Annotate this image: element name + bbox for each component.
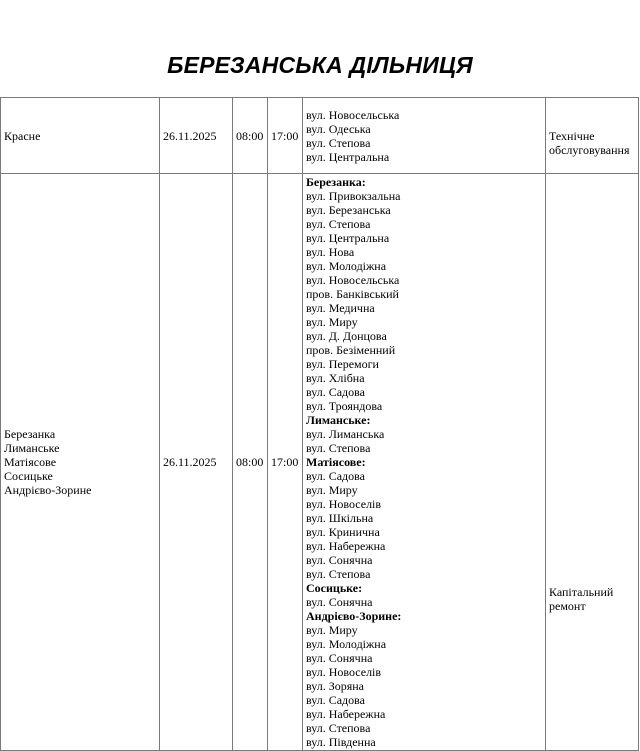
location-name: Березанка [4, 427, 56, 441]
street-item: вул. Д. Донцова [306, 329, 387, 343]
street-item: вул. Набережна [306, 539, 386, 553]
street-item: вул. Набережна [306, 707, 386, 721]
street-item: пров. Банківський [306, 287, 399, 301]
work-type-text: Капітальний [549, 584, 614, 599]
location-name: Андрієво-Зорине [4, 483, 92, 497]
street-item: вул. Хлібна [306, 371, 365, 385]
street-item: вул. Садова [306, 469, 365, 483]
street-item: вул. Новоселів [306, 665, 382, 679]
end-time-cell: 17:00 [268, 98, 303, 174]
settlement-heading: Березанка: [306, 175, 366, 189]
street-item: вул. Степова [306, 721, 371, 735]
street-item: вул. Трояндова [306, 399, 383, 413]
settlement-heading: Андрієво-Зорине: [306, 609, 402, 623]
street-item: вул. Новосельська [306, 107, 400, 122]
location-name: Сосицьке [4, 469, 53, 483]
street-item: вул. Степова [306, 441, 371, 455]
table-row [1, 98, 639, 174]
streets-cell [303, 174, 546, 751]
work-type-cell [546, 98, 639, 174]
street-item: вул. Степова [306, 217, 371, 231]
street-item: вул. Миру [306, 483, 358, 497]
settlement-heading: Лиманське: [306, 413, 371, 427]
street-item: вул. Зоряна [306, 679, 364, 693]
street-item: вул. Лиманська [306, 427, 385, 441]
outage-schedule-table [0, 97, 639, 751]
street-item: вул. Перемоги [306, 357, 379, 371]
location-name: Лиманське [4, 441, 60, 455]
table-row [1, 174, 639, 751]
start-time-cell: 08:00 [233, 174, 268, 751]
street-item: вул. Шкільна [306, 511, 374, 525]
settlement-heading: Матіясове: [306, 455, 366, 469]
street-item: вул. Молодіжна [306, 259, 387, 273]
street-item: вул. Медична [306, 301, 375, 315]
street-item: вул. Кринична [306, 525, 380, 539]
page-title: БЕРЕЗАНСЬКА ДІЛЬНИЦЯ [167, 52, 473, 78]
date-cell: 26.11.2025 [160, 174, 233, 751]
work-type-text: Технічне [549, 129, 595, 143]
end-time-cell: 17:00 [268, 174, 303, 751]
date-cell: 26.11.2025 [160, 98, 233, 174]
street-item: вул. Сонячна [306, 595, 373, 609]
street-item: пров. Безіменний [306, 343, 396, 357]
settlement-heading: Сосицьке: [306, 581, 363, 595]
work-type-text: обслуговування [549, 143, 630, 157]
street-item: вул. Сонячна [306, 651, 373, 665]
street-item: вул. Нова [306, 245, 355, 259]
location-name: Красне [4, 128, 41, 143]
street-item: вул. Новосельська [306, 273, 400, 287]
street-item: вул. Центральна [306, 231, 390, 245]
streets-cell [303, 98, 546, 174]
work-type-text: ремонт [549, 598, 586, 613]
street-item: вул. Садова [306, 693, 365, 707]
street-item: вул. Привокзальна [306, 189, 401, 203]
street-item: вул. Сонячна [306, 553, 373, 567]
locations-cell [1, 98, 160, 174]
street-item: вул. Березанська [306, 203, 391, 217]
street-item: вул. Садова [306, 385, 365, 399]
street-item: вул. Одеська [306, 121, 371, 136]
locations-cell [1, 174, 160, 751]
street-item: вул. Молодіжна [306, 637, 387, 651]
street-item: вул. Миру [306, 623, 358, 637]
street-item: вул. Степова [306, 567, 371, 581]
street-item: вул. Центральна [306, 149, 390, 164]
street-item: вул. Новоселів [306, 497, 382, 511]
street-item: вул. Південна [306, 735, 376, 749]
start-time-cell: 08:00 [233, 98, 268, 174]
street-item: вул. Миру [306, 315, 358, 329]
work-type-cell [546, 174, 639, 751]
location-name: Матіясове [4, 455, 57, 469]
street-item: вул. Степова [306, 135, 371, 150]
